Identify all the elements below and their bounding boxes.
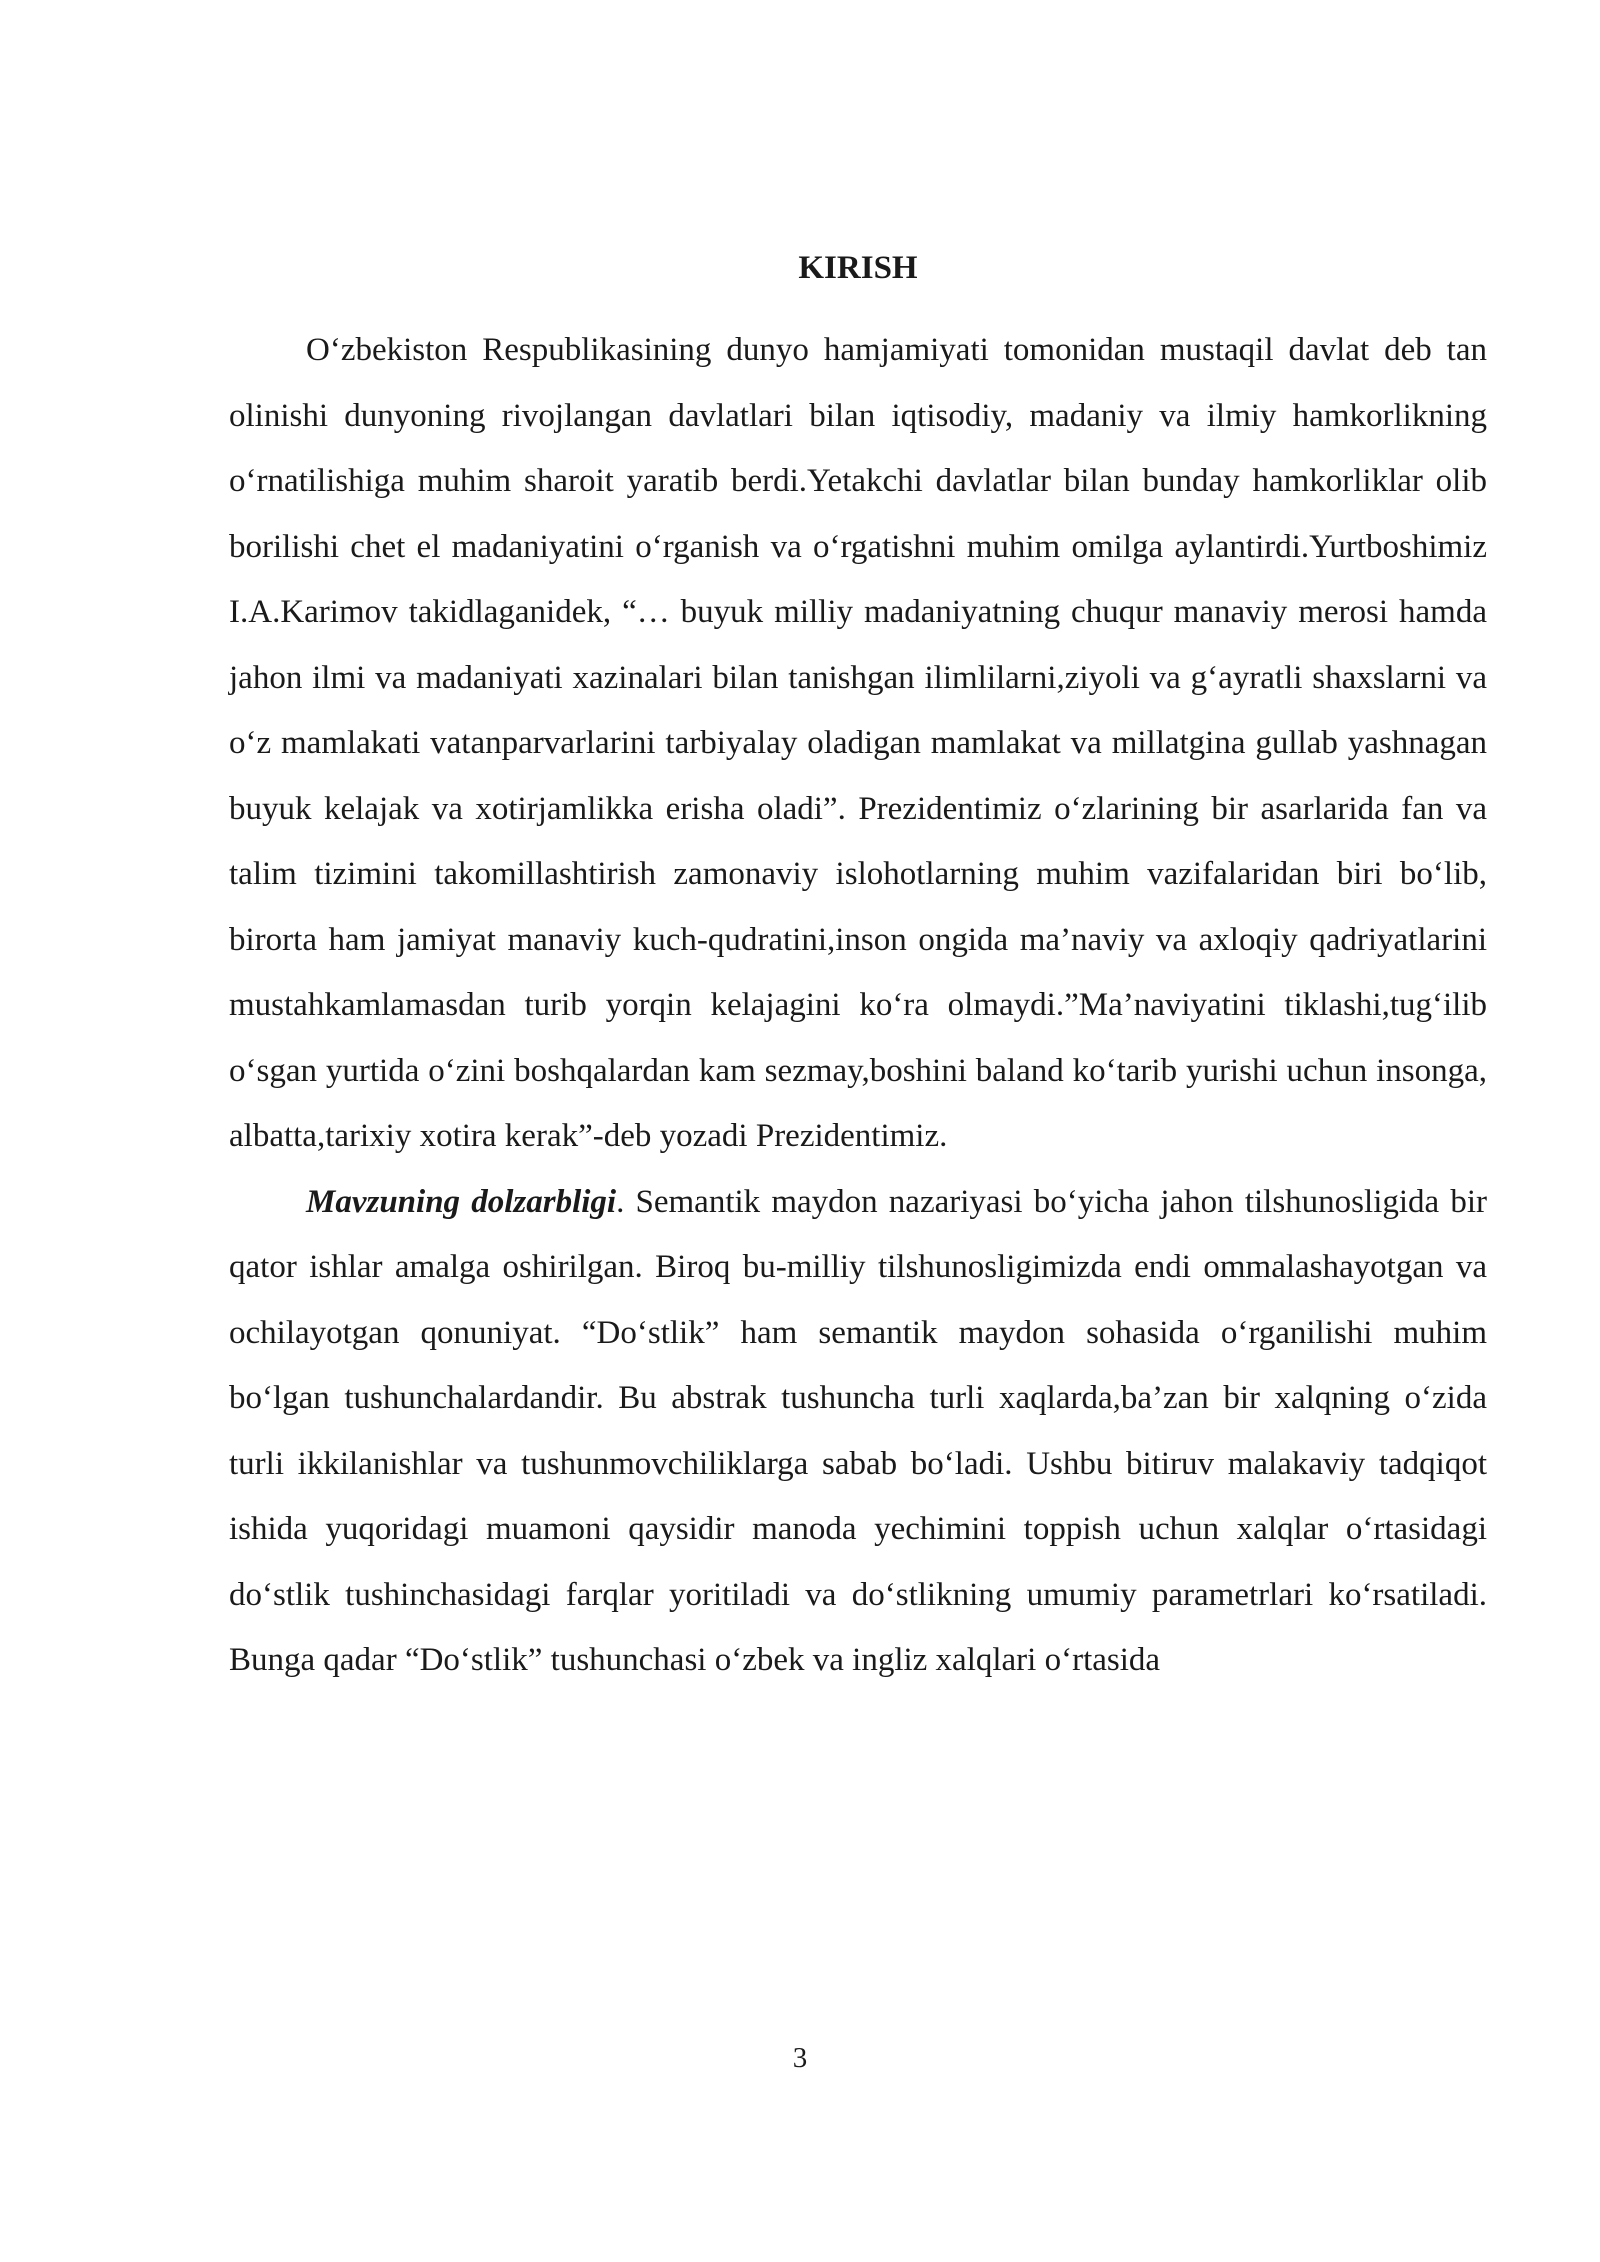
relevance-text: . Semantik maydon nazariyasi bo‘yicha jahon tilshunosligida bir qator ishlar amalga oshirilgan. Biroq bu-milliy tilshunosligimizda endi ommalashayotgan va ochilayotgan qonuniyat. “Do‘stlik” ham semantik maydon sohasida o‘rganilishi muhim bo‘lgan tushunchalardandir. Bu abstrak tushuncha turli xaqlarda,ba’zan bir xalqning o‘zida turli ikkilanishlar va tushunmovchiliklarga sabab bo‘ladi. Ushbu bitiruv malakaviy tadqiqot ishida yuqoridagi muamoni qaysidir manoda yechimini toppish uchun xalqlar o‘rtasidagi do‘stlik tushinchasidagi farqlar yoritiladi va do‘stlikning umumiy parametrlari ko‘rsatiladi. Bunga qadar “Do‘stlik” tushunchasi o‘zbek va ingliz xalqlari o‘rtasida bbox=[229, 1183, 1487, 1678]
paragraph-relevance bbox=[229, 1170, 1487, 1694]
section-title: KIRISH bbox=[798, 250, 918, 286]
paragraph-intro: O‘zbekiston Respublikasining dunyo hamjamiyati tomonidan mustaqil davlat deb tan olinishi dunyoning rivojlangan davlatlari bilan iqtisodiy, madaniy va ilmiy hamkorlikning o‘rnatilishiga muhim sharoit yaratib berdi.Yetakchi davlatlar bilan bunday hamkorliklar olib borilishi chet el madaniyatini o‘rganish va o‘rgatishni muhim omilga aylantirdi.Yurtboshimiz I.A.Karimov takidlaganidek, “… buyuk milliy madaniyatning chuqur manaviy merosi hamda jahon ilmi va madaniyati xazinalari bilan tanishgan ilimlilarni,ziyoli va g‘ayratli shaxslarni va o‘z mamlakati vatanparvarlarini tarbiyalay oladigan mamlakat va millatgina gullab yashnagan buyuk kelajak va xotirjamlikka erisha oladi”. Prezidentimiz o‘zlarining bir asarlarida fan va talim tizimini takomillashtirish zamonaviy islohotlarning muhim vazifalaridan biri bo‘lib, birorta ham jamiyat manaviy kuch-qudratini,inson ongida ma’naviy va axloqiy qadriyatlarini mustahkamlamasdan turib yorqin kelajagini ko‘ra olmaydi.”Ma’naviyatini tiklashi,tug‘ilib o‘sgan yurtida o‘zini boshqalardan kam sezmay,boshini baland ko‘tarib yurishi uchun insonga, albatta,tarixiy xotira kerak”-deb yozadi Prezidentimiz. bbox=[229, 332, 1487, 1154]
document-page bbox=[229, 238, 1487, 1694]
relevance-heading: Mavzuning dolzarbligi bbox=[306, 1183, 617, 1220]
page-number: 3 bbox=[792, 2042, 808, 2074]
